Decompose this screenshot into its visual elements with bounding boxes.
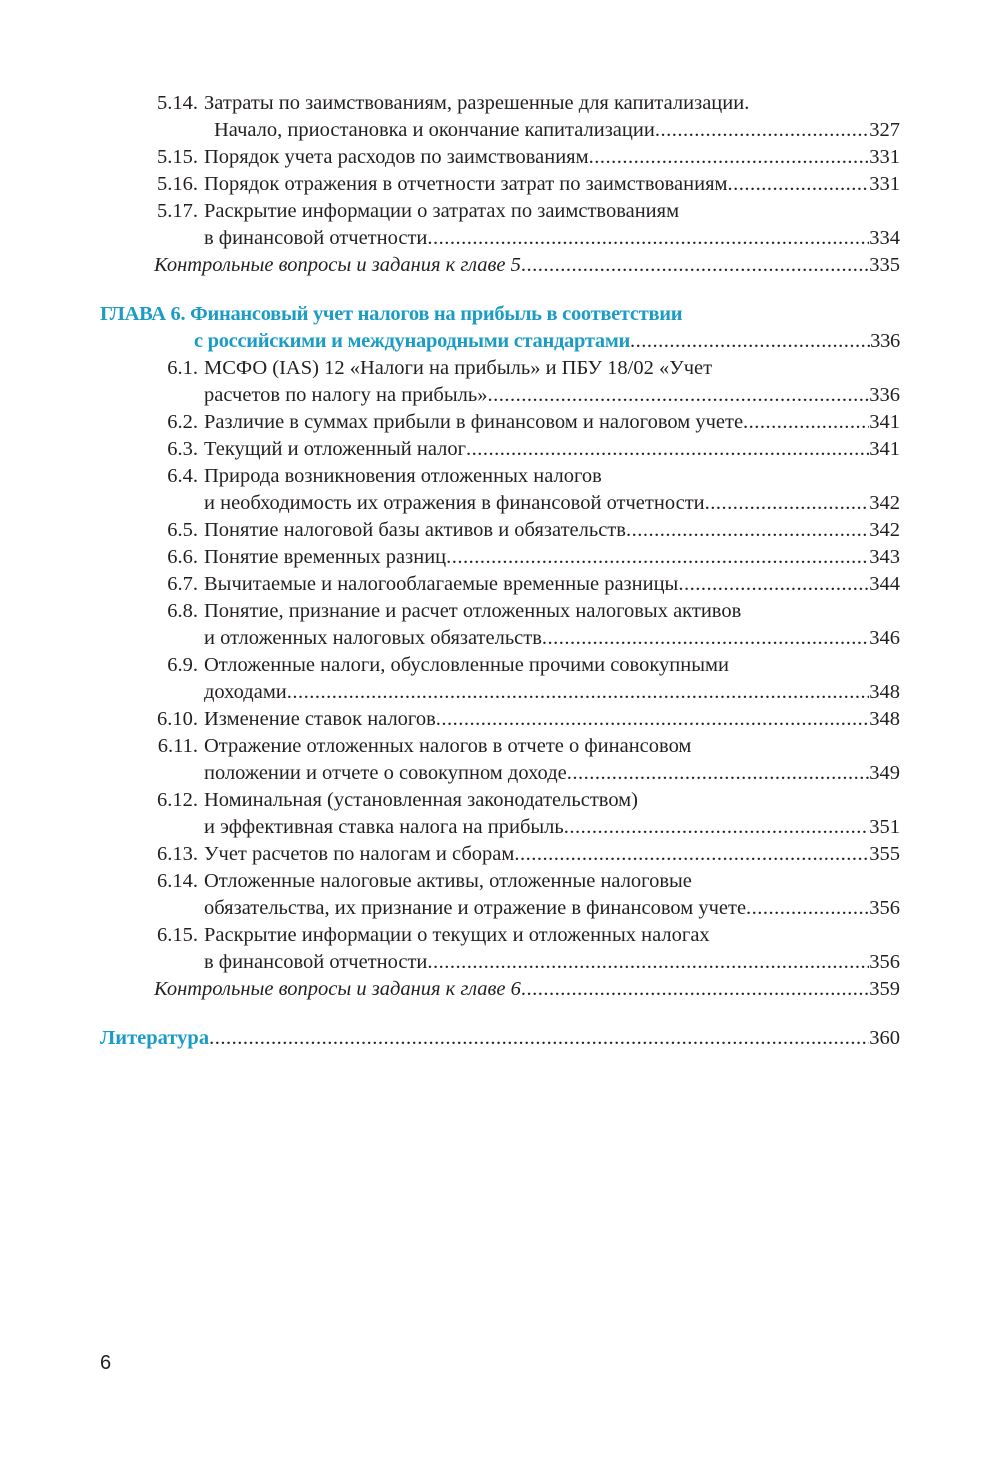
entry-page: 356 [869, 897, 900, 919]
dot-leader [487, 382, 869, 409]
entry-number: 5.16. [157, 173, 198, 195]
entry-title-line: и эффективная ставка налога на прибыль [204, 816, 564, 838]
entry-page: 348 [869, 681, 900, 703]
entry-page: 360 [869, 1027, 900, 1049]
entry-page: 351 [869, 816, 900, 838]
toc-entry-6-9[interactable] [100, 652, 900, 706]
entry-title-line: Номинальная (установленная законодательством) [204, 789, 638, 811]
toc-entry-6-15[interactable] [100, 922, 900, 976]
entry-title-line: Затраты по заимствованиям, разрешенные для капитализации. [204, 92, 750, 114]
entry-number: 6.11. [157, 735, 198, 757]
toc-entry-6-2[interactable] [100, 409, 900, 436]
entry-page: 344 [869, 573, 900, 595]
questions-label: Контрольные вопросы и задания к главе 6 [154, 978, 521, 1000]
dot-leader [521, 976, 869, 1003]
entry-title-line: и отложенных налоговых обязательств [204, 627, 542, 649]
entry-page: 343 [869, 546, 900, 568]
entry-title-line: Порядок учета расходов по заимствованиям [204, 146, 589, 168]
toc-entry-5-14[interactable] [100, 90, 900, 144]
entry-title-line: Понятие, признание и расчет отложенных налоговых активов [204, 600, 742, 622]
toc-entry-6-7[interactable] [100, 571, 900, 598]
entry-title-line: Различие в суммах прибыли в финансовом и налоговом учете [204, 411, 744, 433]
dot-leader [514, 841, 869, 868]
entry-title-line: Текущий и отложенный налог [204, 438, 467, 460]
entry-title-line: Отложенные налоги, обусловленные прочими совокупными [204, 654, 729, 676]
entry-title-line: обязательства, их признание и отражение в финансовом учете [204, 897, 747, 919]
entry-number: 6.7. [167, 573, 198, 595]
toc-entry-6-1[interactable] [100, 355, 900, 409]
entry-title-line: Вычитаемые и налогооблагаемые временные разницы [204, 573, 679, 595]
entry-number: 5.17. [157, 200, 198, 222]
entry-title-line: и необходимость их отражения в финансовой отчетности [204, 492, 705, 514]
entry-title-line: в финансовой отчетности [204, 227, 428, 249]
entry-page: 356 [869, 951, 900, 973]
entry-title-line: Порядок отражения в отчетности затрат по заимствованиям [204, 173, 728, 195]
entry-title-line: Отложенные налоговые активы, отложенные налоговые [204, 870, 692, 892]
entry-number: 6.1. [167, 357, 198, 379]
dot-leader [705, 490, 870, 517]
entry-title-line: Отражение отложенных налогов в отчете о финансовом [204, 735, 692, 757]
entry-title-line: Раскрытие информации о текущих и отложенных налогах [204, 924, 710, 946]
entry-number: 6.5. [167, 519, 198, 541]
entry-number: 6.15. [157, 924, 198, 946]
entry-page: 342 [869, 492, 900, 514]
toc-questions-chapter-5[interactable] [100, 252, 900, 279]
dot-leader [427, 225, 869, 252]
toc-entry-5-17[interactable] [100, 198, 900, 252]
literature-label: Литература [100, 1027, 210, 1049]
toc-entry-6-11[interactable] [100, 733, 900, 787]
entry-number: 6.6. [167, 546, 198, 568]
toc-entry-6-5[interactable] [100, 517, 900, 544]
toc-entry-5-16[interactable] [100, 171, 900, 198]
entry-number: 6.2. [167, 411, 198, 433]
entry-title-line: доходами [204, 681, 287, 703]
entry-title-line: Учет расчетов по налогам и сборам [204, 843, 515, 865]
dot-leader [466, 436, 869, 463]
entry-number: 5.15. [157, 146, 198, 168]
entry-number: 6.13. [157, 843, 198, 865]
entry-page: 334 [869, 227, 900, 249]
dot-leader [655, 117, 869, 144]
entry-page: 341 [869, 411, 900, 433]
entry-title-line: Природа возникновения отложенных налогов [204, 465, 602, 487]
dot-leader [678, 571, 869, 598]
page-number: 6 [100, 1352, 112, 1374]
dot-leader [521, 252, 869, 279]
entry-number: 6.14. [157, 870, 198, 892]
dot-leader [743, 409, 869, 436]
dot-leader [727, 171, 869, 198]
toc-chapter-6-heading[interactable] [100, 301, 900, 355]
dot-leader [630, 328, 870, 355]
entry-title-line: в финансовой отчетности [204, 951, 428, 973]
toc-entry-6-6[interactable] [100, 544, 900, 571]
dot-leader [436, 706, 869, 733]
toc-questions-chapter-6[interactable] [100, 976, 900, 1003]
toc-entry-6-8[interactable] [100, 598, 900, 652]
entry-page: 341 [869, 438, 900, 460]
questions-label: Контрольные вопросы и задания к главе 5 [154, 254, 521, 276]
toc-entry-5-15[interactable] [100, 144, 900, 171]
entry-page: 327 [869, 119, 900, 141]
entry-number: 5.14. [157, 92, 198, 114]
dot-leader [626, 517, 869, 544]
dot-leader [209, 1025, 869, 1052]
entry-title-line: Понятие временных разниц [204, 546, 447, 568]
entry-page: 342 [869, 519, 900, 541]
entry-number: 6.8. [167, 600, 198, 622]
entry-title-line: Изменение ставок налогов [204, 708, 436, 730]
dot-leader [427, 949, 869, 976]
entry-number: 6.12. [157, 789, 198, 811]
entry-title-line: расчетов по налогу на прибыль» [204, 384, 488, 406]
table-of-contents [100, 90, 900, 1052]
toc-entry-6-12[interactable] [100, 787, 900, 841]
entry-page: 348 [869, 708, 900, 730]
dot-leader [542, 625, 869, 652]
entry-number: 6.4. [167, 465, 198, 487]
dot-leader [746, 895, 869, 922]
entry-title-line: Начало, приостановка и окончание капитализации [214, 119, 655, 141]
entry-page: 346 [869, 627, 900, 649]
chapter-title-line: ГЛАВА 6. Финансовый учет налогов на прибыль в соответствии [100, 303, 683, 325]
dot-leader [589, 144, 870, 171]
toc-literature[interactable] [100, 1025, 900, 1052]
entry-page: 359 [869, 978, 900, 1000]
entry-page: 355 [869, 843, 900, 865]
toc-entry-6-13[interactable] [100, 841, 900, 868]
dot-leader [287, 679, 869, 706]
entry-title-line: Понятие налоговой базы активов и обязательств [204, 519, 626, 541]
entry-page: 349 [869, 762, 900, 784]
entry-number: 6.9. [167, 654, 198, 676]
entry-number: 6.10. [157, 708, 198, 730]
entry-title-line: положении и отчете о совокупном доходе [204, 762, 567, 784]
dot-leader [446, 544, 869, 571]
toc-entry-6-3[interactable] [100, 436, 900, 463]
toc-entry-6-4[interactable] [100, 463, 900, 517]
entry-page: 331 [869, 146, 900, 168]
entry-page: 336 [869, 384, 900, 406]
entry-page: 335 [869, 254, 900, 276]
chapter-title-line: с российскими и международными стандартами [194, 330, 630, 352]
dot-leader [564, 814, 870, 841]
entry-title-line: Раскрытие информации о затратах по заимствованиям [204, 200, 680, 222]
toc-entry-6-10[interactable] [100, 706, 900, 733]
entry-page: 336 [870, 330, 900, 352]
entry-number: 6.3. [167, 438, 198, 460]
entry-page: 331 [869, 173, 900, 195]
dot-leader [567, 760, 870, 787]
toc-entry-6-14[interactable] [100, 868, 900, 922]
entry-title-line: МСФО (IAS) 12 «Налоги на прибыль» и ПБУ 18/02 «Учет [204, 357, 713, 379]
